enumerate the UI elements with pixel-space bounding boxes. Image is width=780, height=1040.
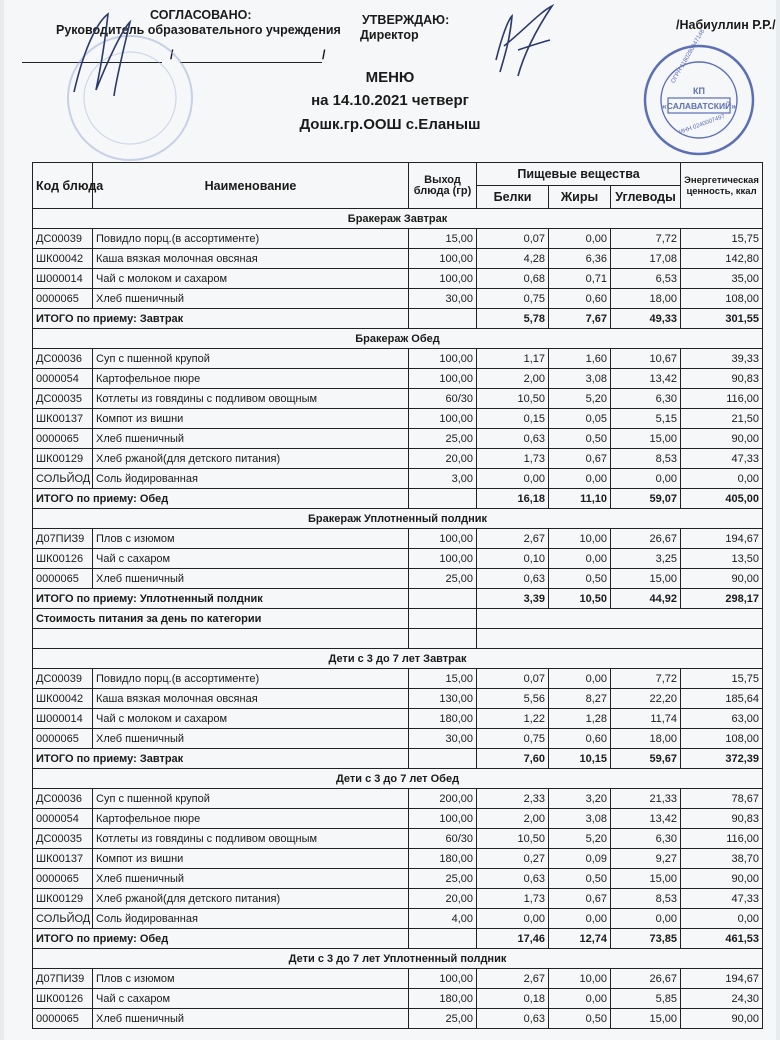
section-title: Бракераж Обед <box>33 329 763 349</box>
total-row: ИТОГО по приему: Завтрак 7,60 10,15 59,67 372,39 <box>33 749 763 769</box>
col-fat: Жиры <box>549 186 611 209</box>
table-row: ДС00036 Суп с пшенной крупой 100,00 1,17 1,60 10,67 39,33 <box>33 349 763 369</box>
table-row: ШК00042 Каша вязкая молочная овсяная 100,00 4,28 6,36 17,08 142,80 <box>33 249 763 269</box>
date-line: на 14.10.2021 четверг <box>311 92 469 109</box>
approve-role: Директор <box>360 28 419 42</box>
svg-text:КП: КП <box>693 86 705 96</box>
left-signature-icon <box>74 14 130 96</box>
col-protein: Белки <box>477 186 549 209</box>
table-row: ДС00035 Котлеты из говядины с подливом овощным 60/30 10,50 5,20 6,30 116,00 <box>33 829 763 849</box>
table-row: Д07ПИЗ9 Плов с изюмом 100,00 2,67 10,00 26,67 194,67 <box>33 969 763 989</box>
agreed-role: Руководитель образовательного учреждения <box>56 23 341 37</box>
table-row: ШК00137 Компот из вишни 180,00 0,27 0,09 9,27 38,70 <box>33 849 763 869</box>
left-stamp-icon <box>68 36 192 160</box>
total-row: ИТОГО по приему: Обед 17,46 12,74 73,85 461,53 <box>33 929 763 949</box>
page-title: МЕНЮ <box>365 69 415 86</box>
right-stamp-icon <box>645 28 753 154</box>
menu-body <box>33 209 763 1029</box>
director-signature-icon <box>496 6 552 76</box>
empty-row <box>33 629 763 649</box>
table-row: ШК00126 Чай с сахаром 180,00 0,18 0,00 5,85 24,30 <box>33 989 763 1009</box>
table-row: ДС00039 Повидло порц.(в ассортименте) 15,00 0,07 0,00 7,72 15,75 <box>33 669 763 689</box>
svg-text:ОГРН 1180280047148: ОГРН 1180280047148 <box>670 28 707 85</box>
table-row: 0000065 Хлеб пшеничный 25,00 0,63 0,50 15,00 90,00 <box>33 869 763 889</box>
table-row: 0000054 Картофельное пюре 100,00 2,00 3,08 13,42 90,83 <box>33 369 763 389</box>
table-row: Ш000014 Чай с молоком и сахаром 180,00 1,22 1,28 11,74 63,00 <box>33 709 763 729</box>
section-title: Дети с 3 до 7 лет Уплотненный полдник <box>33 949 763 969</box>
document-page <box>4 0 776 1040</box>
col-name: Наименование <box>93 163 409 209</box>
table-row: СОЛЬЙОД Соль йодированная 3,00 0,00 0,00 0,00 0,00 <box>33 469 763 489</box>
table-row: Ш000014 Чай с молоком и сахаром 100,00 0,68 0,71 6,53 35,00 <box>33 269 763 289</box>
agreed-label: СОГЛАСОВАНО: <box>150 8 252 22</box>
table-row: 0000065 Хлеб пшеничный 25,00 0,63 0,50 15,00 90,00 <box>33 1009 763 1029</box>
svg-text:ИНН 0240007497: ИНН 0240007497 <box>678 113 726 136</box>
table-row: ШК00129 Хлеб ржаной(для детского питания) 20,00 1,73 0,67 8,53 47,33 <box>33 449 763 469</box>
table-row: ШК00126 Чай с сахаром 100,00 0,10 0,00 3,25 13,50 <box>33 549 763 569</box>
group-line: Дошк.гр.ООШ с.Еланыш <box>299 116 481 133</box>
section-title: Дети с 3 до 7 лет Обед <box>33 769 763 789</box>
name-slash-end: / <box>322 48 326 62</box>
table-row: ДС00036 Суп с пшенной крупой 200,00 2,33 3,20 21,33 78,67 <box>33 789 763 809</box>
svg-text:«САЛАВАТСКИЙ»: «САЛАВАТСКИЙ» <box>662 101 736 111</box>
table-row: 0000065 Хлеб пшеничный 30,00 0,75 0,60 18,00 108,00 <box>33 289 763 309</box>
menu-table <box>32 162 763 1029</box>
total-row: ИТОГО по приему: Уплотненный полдник 3,39 10,50 44,92 298,17 <box>33 589 763 609</box>
total-row: ИТОГО по приему: Завтрак 5,78 7,67 49,33 301,55 <box>33 309 763 329</box>
table-row: ШК00137 Компот из вишни 100,00 0,15 0,05 5,15 21,50 <box>33 409 763 429</box>
table-row: 0000054 Картофельное пюре 100,00 2,00 3,08 13,42 90,83 <box>33 809 763 829</box>
table-row: 0000065 Хлеб пшеничный 25,00 0,63 0,50 15,00 90,00 <box>33 429 763 449</box>
table-row: СОЛЬЙОД Соль йодированная 4,00 0,00 0,00 0,00 0,00 <box>33 909 763 929</box>
table-row: 0000065 Хлеб пшеничный 30,00 0,75 0,60 18,00 108,00 <box>33 729 763 749</box>
approve-label: УТВЕРЖДАЮ: <box>362 13 450 27</box>
col-energy: Энергетическая ценность, ккал <box>681 163 763 209</box>
table-row: ДС00039 Повидло порц.(в ассортименте) 15,00 0,07 0,00 7,72 15,75 <box>33 229 763 249</box>
table-row: ШК00042 Каша вязкая молочная овсяная 130,00 5,56 8,27 22,20 185,64 <box>33 689 763 709</box>
table-row: Д07ПИЗ9 Плов с изюмом 100,00 2,67 10,00 26,67 194,67 <box>33 529 763 549</box>
stamps-signatures <box>4 0 776 160</box>
signature-slash: / <box>170 48 174 62</box>
col-nutrients: Пищевые вещества <box>477 163 681 186</box>
table-row: ШК00129 Хлеб ржаной(для детского питания) 20,00 1,73 0,67 8,53 47,33 <box>33 889 763 909</box>
section-title: Бракераж Уплотненный полдник <box>33 509 763 529</box>
director-name: /Набиуллин Р.Р./ <box>676 18 776 32</box>
total-row: ИТОГО по приему: Обед 16,18 11,10 59,07 405,00 <box>33 489 763 509</box>
col-carbs: Углеводы <box>611 186 681 209</box>
table-row: ДС00035 Котлеты из говядины с подливом овощным 60/30 10,50 5,20 6,30 116,00 <box>33 389 763 409</box>
cost-row: Стоимость питания за день по категории <box>33 609 763 629</box>
section-title: Бракераж Завтрак <box>33 209 763 229</box>
col-yield: Выход блюда (гр) <box>409 163 477 209</box>
col-code: Код блюда <box>33 163 93 209</box>
table-row: 0000065 Хлеб пшеничный 25,00 0,63 0,50 15,00 90,00 <box>33 569 763 589</box>
section-title: Дети с 3 до 7 лет Завтрак <box>33 649 763 669</box>
